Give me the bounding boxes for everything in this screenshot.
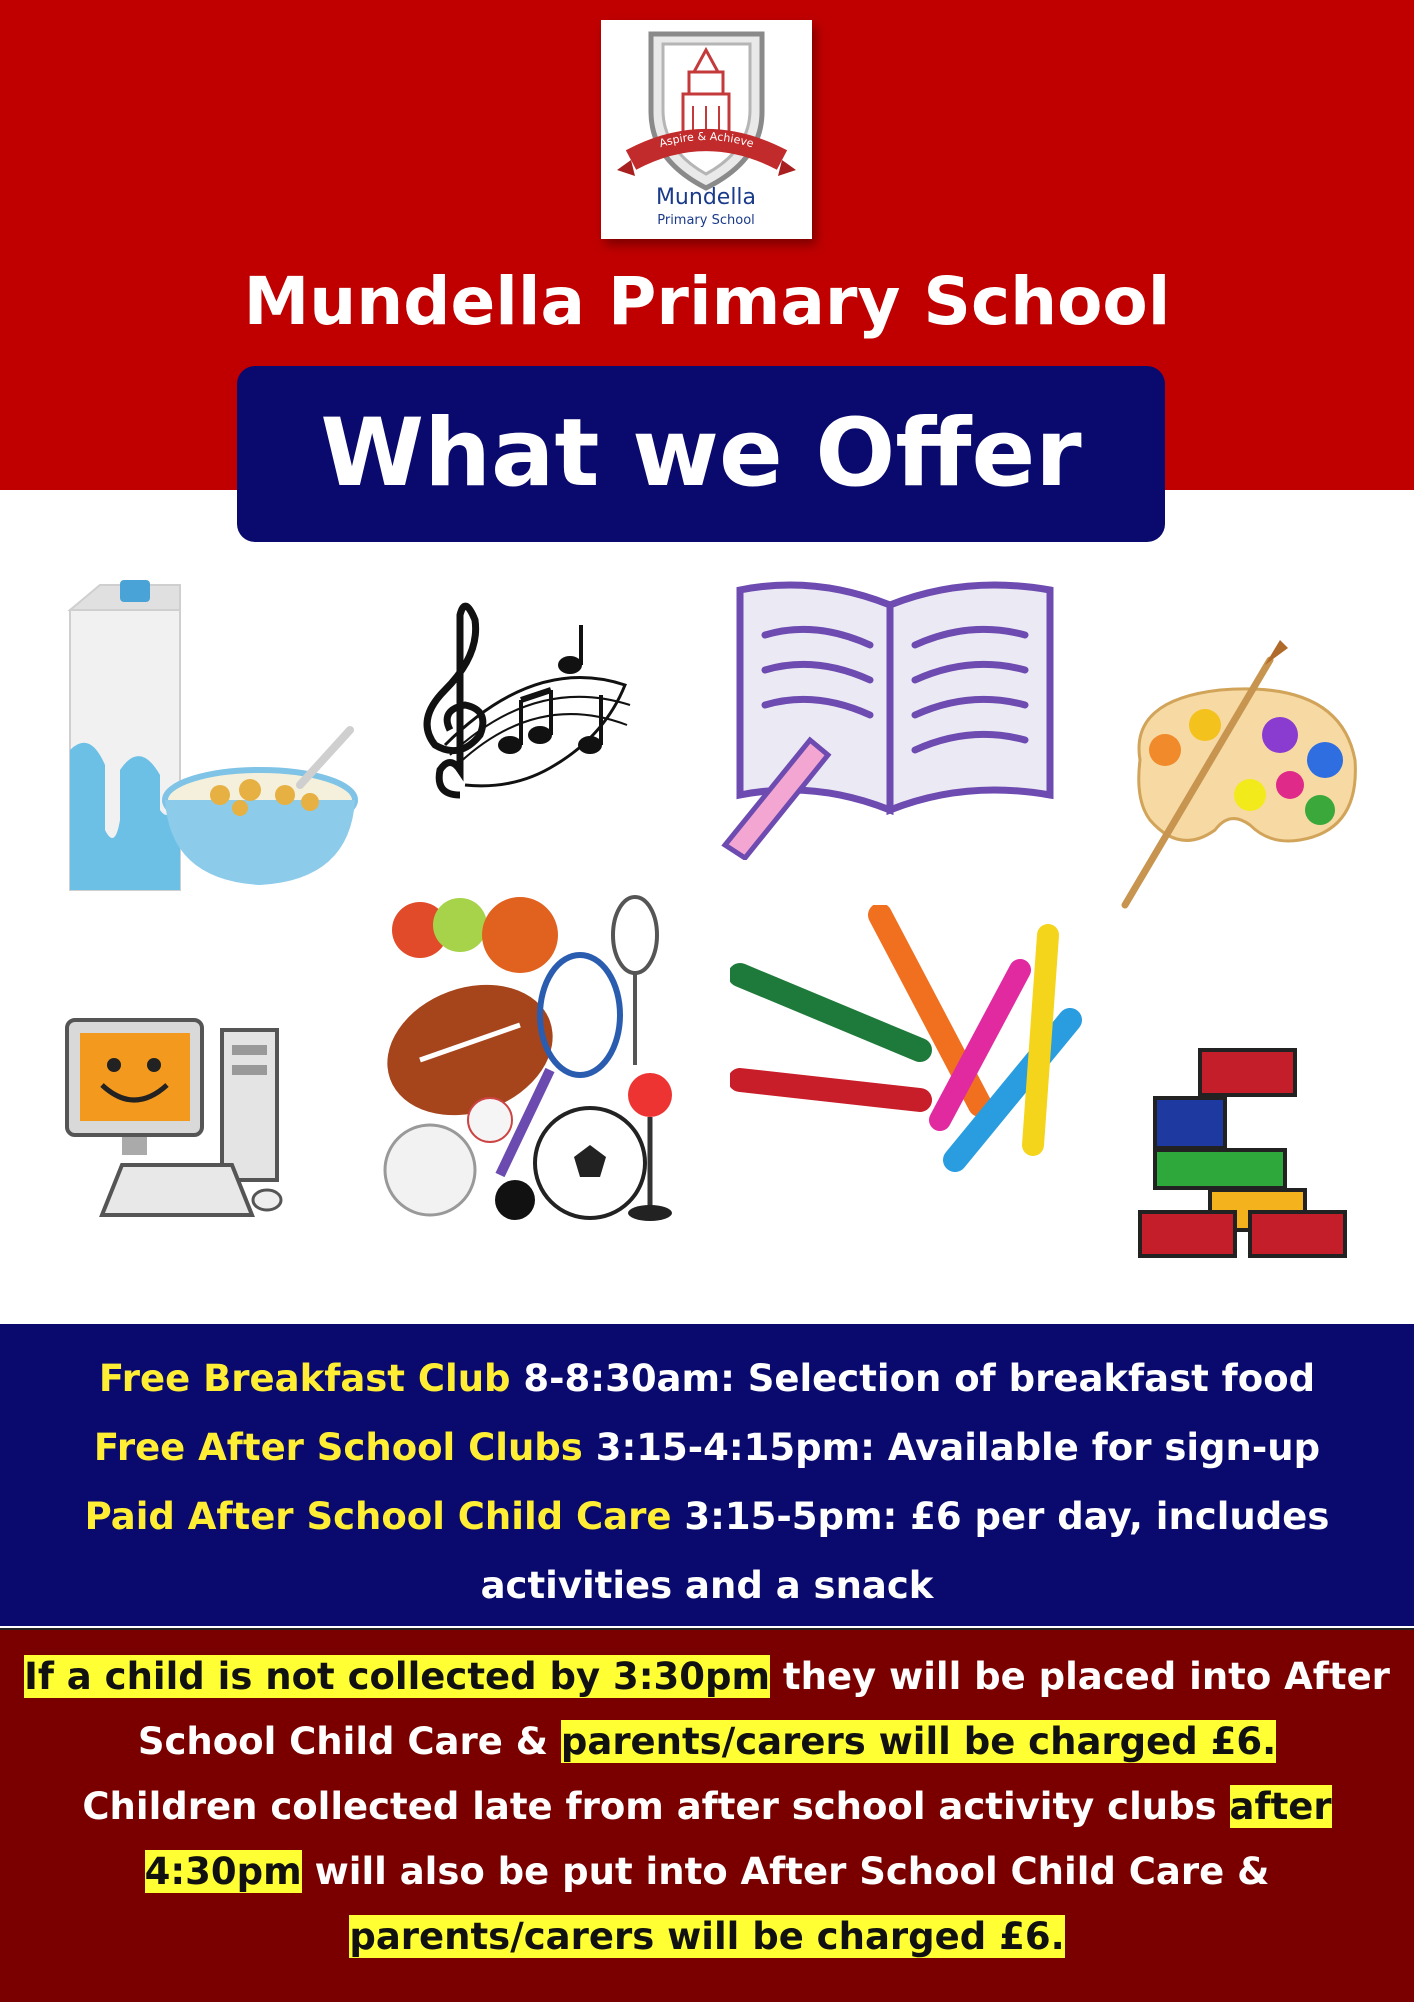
paint-palette-icon: [1120, 640, 1360, 910]
offer-label: Free After School Clubs: [93, 1426, 583, 1469]
logo-subtitle-text: Primary School: [657, 213, 755, 228]
building-blocks-icon: [1135, 1040, 1350, 1260]
notice-paragraph-1: [22, 1644, 1392, 1774]
highlight: after 4:30pm: [144, 1785, 1332, 1893]
colored-pencils-icon: [730, 905, 1095, 1175]
offer-title-banner: [237, 366, 1165, 542]
offer-line-child-care: [20, 1482, 1394, 1620]
notice-paragraph-2: [22, 1774, 1392, 1969]
computer-icon: [62, 1015, 292, 1230]
offer-title: What we Offer: [320, 399, 1082, 508]
offer-line-after-school-clubs: [20, 1413, 1394, 1482]
logo-motto-text: Aspire & Achieve: [657, 129, 756, 151]
highlight: parents/carers will be charged £6.: [349, 1915, 1065, 1958]
notice-text-span: will also be put into After School Child Care &: [301, 1850, 1270, 1893]
offers-section: [0, 1324, 1414, 1626]
offers-list: [20, 1344, 1394, 1620]
sports-equipment-icon: [380, 895, 700, 1230]
school-name-heading: Mundella Primary School: [243, 263, 1171, 340]
highlight: parents/carers will be charged £6.: [560, 1720, 1277, 1763]
school-logo: [601, 20, 812, 239]
offer-detail: 3:15-5pm: £6 per day, includes activities and a snack: [480, 1495, 1330, 1607]
offer-detail: 3:15-4:15pm: Available for sign-up: [582, 1426, 1321, 1469]
logo-name-text: Mundella: [655, 185, 757, 210]
notice-text-span: they will be placed into After School Child Care &: [137, 1655, 1390, 1763]
offer-detail: 8-8:30am: Selection of breakfast food: [510, 1357, 1316, 1400]
music-notes-icon: [405, 595, 635, 815]
offer-label: Free Breakfast Club: [98, 1357, 511, 1400]
notice-text: [22, 1644, 1392, 1969]
breakfast-icon: [60, 580, 360, 910]
book-icon: [720, 580, 1065, 860]
offer-line-breakfast: [20, 1344, 1394, 1413]
offer-label: Paid After School Child Care: [84, 1495, 672, 1538]
highlight: If a child is not collected by 3:30pm: [24, 1655, 771, 1698]
late-collection-notice: [0, 1628, 1414, 2002]
notice-text-span: Children collected late from after school activity clubs: [82, 1785, 1230, 1828]
